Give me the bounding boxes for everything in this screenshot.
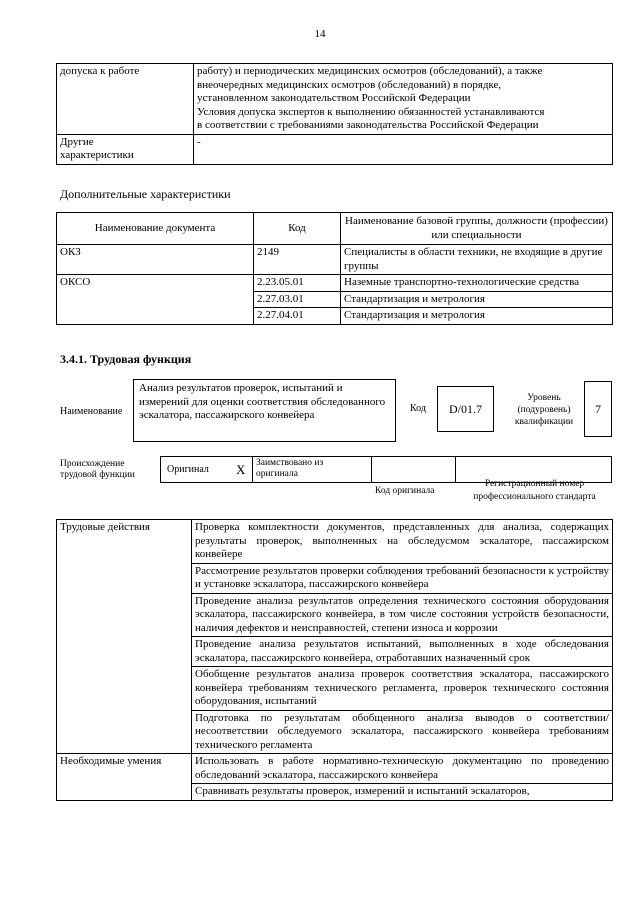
text-line: в соответствии с требованиями законодательства Российской Федерации bbox=[197, 119, 539, 131]
table-cell: Наземные транспортно-технологические средства bbox=[341, 275, 613, 292]
action-item: Обобщение результатов анализа проверок соответствия эскалатора, пассажирского конвейера требованиям технического регламента, проверок технического состояния оборудования, испытаний bbox=[192, 667, 613, 711]
code-original-cell bbox=[371, 457, 456, 482]
table-cell: 2.27.04.01 bbox=[254, 308, 341, 325]
reg-number-caption: Регистрационный номер профессионального стандарта bbox=[473, 479, 596, 502]
text-line: работу) и периодических медицинских осмотров (обследований), а также bbox=[197, 65, 543, 77]
text-line: Условия допуска экспертов к выполнению обязанностей устанавливаются bbox=[197, 105, 545, 118]
section-title: Дополнительные характеристики bbox=[60, 187, 231, 201]
additional-table bbox=[56, 212, 613, 325]
table-cell: 2149 bbox=[254, 245, 341, 275]
header-cell: Наименование документа bbox=[57, 213, 254, 245]
actions-table bbox=[56, 519, 613, 801]
origin-label: Происхождение трудовой функции bbox=[60, 459, 135, 480]
action-item: Подготовка по результатам обобщенного анализа выводов о соответствии/несоответствии обследуемого эскалатора, пассажирского конвейера требованиям технического регламента bbox=[192, 710, 613, 754]
action-item: Проверка комплектности документов, представленных для анализа, содержащих результаты проверок, выполненных на обследусмом эскалаторе, пассажирском конвейере bbox=[192, 520, 613, 564]
skills-label: Необходимые умения bbox=[57, 754, 192, 801]
function-heading: 3.4.1. Трудовая функция bbox=[60, 352, 192, 366]
action-item: Проведение анализа результатов испытаний, выполненных в ходе обследования эскалатора, пассажирского конвейера, отработавших назначенный срок bbox=[192, 637, 613, 667]
row-label: допуска к работе bbox=[57, 64, 194, 135]
level-label: Уровень (подуровень) квалификации bbox=[514, 393, 574, 427]
row-value bbox=[194, 64, 613, 135]
actions-label: Трудовые действия bbox=[57, 520, 192, 754]
level-value: 7 bbox=[595, 401, 601, 416]
function-name: Анализ результатов проверок, испытаний и измерений для оценки соответствия обследованного эскалатора, пассажирского конвейера bbox=[139, 382, 386, 421]
action-item: Рассмотрение результатов проверки соблюдения требований безопасности к устройству и установке эскалатора, пассажирского конвейера bbox=[192, 563, 613, 593]
action-item: Проведение анализа результатов определения технического состояния оборудования эскалатора, пассажирского конвейера, в том числе состояния устройств безопасности, наличия дефектов и неисправностей, степени износа и коррозии bbox=[192, 593, 613, 637]
code-label: Код bbox=[410, 403, 426, 414]
checkmark: X bbox=[236, 462, 246, 477]
table-cell: ОКСО bbox=[57, 275, 254, 325]
row-label bbox=[57, 134, 194, 164]
row-value: - bbox=[194, 134, 613, 164]
page-number: 14 bbox=[314, 28, 326, 40]
table-cell: 2.27.03.01 bbox=[254, 291, 341, 308]
skill-item: Сравнивать результаты проверок, измерений и испытаний эскалаторов, bbox=[192, 784, 613, 801]
header-cell: Код bbox=[254, 213, 341, 245]
table-cell: 2.23.05.01 bbox=[254, 275, 341, 292]
code-box bbox=[437, 386, 494, 432]
level-box bbox=[584, 381, 612, 437]
text-line: внеочередных медицинских осмотров (обследований) в порядке, bbox=[197, 78, 502, 91]
text-line: установленном законодательством Российской Федерации bbox=[197, 92, 471, 104]
code-value: D/01.7 bbox=[449, 401, 482, 416]
table-cell: Специалисты в области техники, не входящие в другие группы bbox=[341, 245, 613, 275]
table-cell: Стандартизация и метрология bbox=[341, 308, 613, 325]
table-cell: Стандартизация и метрология bbox=[341, 291, 613, 308]
original-cell bbox=[161, 457, 253, 482]
name-label: Наименование bbox=[60, 406, 123, 417]
skill-item: Использовать в работе нормативно-техническую документацию по проведению обследований эскалатора, пассажирского конвейера bbox=[192, 754, 613, 784]
text-line: Другие bbox=[60, 135, 94, 148]
table-cell: ОКЗ bbox=[57, 245, 254, 275]
text-line: характеристики bbox=[60, 149, 134, 161]
original-label: Оригинал bbox=[167, 464, 209, 475]
top-table bbox=[56, 63, 613, 165]
function-name-box bbox=[133, 379, 396, 442]
header-cell: Наименование базовой группы, должности (профессии) или специальности bbox=[341, 213, 613, 245]
borrowed-label: Заимствовано из оригинала bbox=[256, 458, 324, 479]
code-original-caption: Код оригинала bbox=[375, 486, 435, 496]
